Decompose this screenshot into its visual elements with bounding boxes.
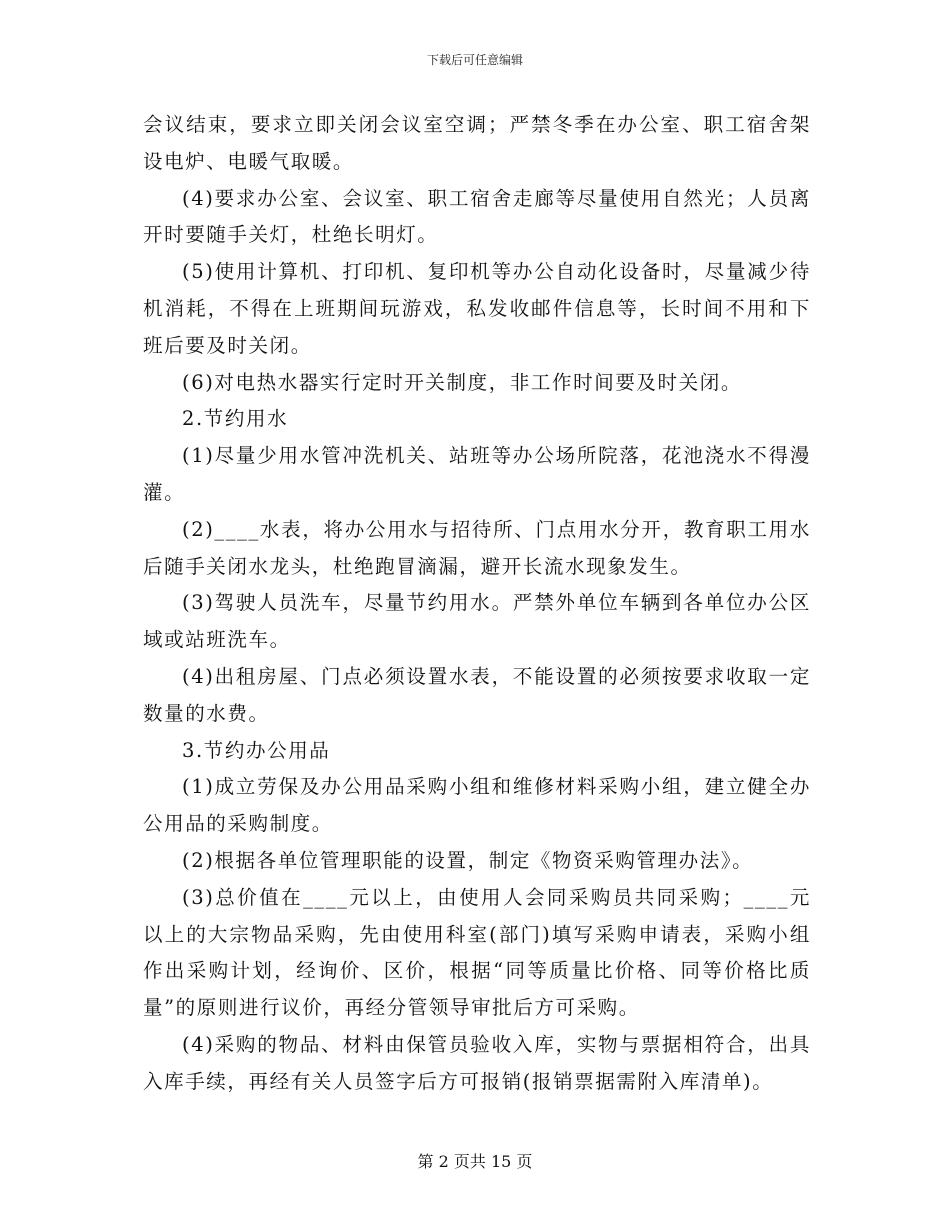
paragraph-water-item-4: (4)出租房屋、门点必须设置水表，不能设置的必须按要求收取一定数量的水费。	[143, 664, 811, 725]
paragraph-item-5-office-equipment: (5)使用计算机、打印机、复印机等办公自动化设备时，尽量减少待机消耗，不得在上班期间玩游戏，私发收邮件信息等，长时间不用和下班后要及时关闭。	[143, 260, 811, 357]
paragraph-item-6-water-heater: (6)对电热水器实行定时开关制度，非工作时间要及时关闭。	[182, 370, 742, 394]
paragraph-water-item-3: (3)驾驶人员洗车，尽量节约用水。严禁外单位车辆到各单位办公区域或站班洗车。	[143, 591, 811, 652]
paragraph-water-item-2: (2)____水表，将办公用水与招待所、门点用水分开，教育职工用水后随手关闭水龙头，杜绝跑冒滴漏，避开长流水现象发生。	[143, 517, 811, 578]
paragraph-continuation: 会议结束，要求立即关闭会议室空调；严禁冬季在办公室、职工宿舍架设电炉、电暖气取暖。	[143, 113, 811, 173]
paragraph-supplies-item-4: (4)采购的物品、材料由保管员验收入库，实物与票据相符合，出具入库手续，再经有关人员签字后方可报销(报销票据需附入库清单)。	[143, 1032, 811, 1093]
section-heading-save-office-supplies: 3.节约办公用品	[182, 738, 331, 762]
paragraph-supplies-item-2: (2)根据各单位管理职能的设置，制定《物资采购管理办法》。	[182, 848, 754, 872]
paragraph-supplies-item-3: (3)总价值在____元以上，由使用人会同采购员共同采购；____元以上的大宗物品采购，先由使用科室(部门)填写采购申请表，采购小组作出采购计划，经询价、区价，根据“同等质量比价格、同等价格比质量”的原则进行议价，再经分管领导审批后方可采购。	[143, 885, 811, 1020]
document-body	[143, 107, 811, 1101]
paragraph-supplies-item-1: (1)成立劳保及办公用品采购小组和维修材料采购小组，建立健全办公用品的采购制度。	[143, 775, 811, 836]
page-header-note: 下载后可任意编辑	[426, 53, 523, 67]
paragraph-water-item-1: (1)尽量少用水管冲洗机关、站班等办公场所院落，花池浇水不得漫灌。	[143, 444, 811, 504]
page-number-footer: 第 2 页共 15 页	[417, 1152, 533, 1171]
paragraph-item-4-lighting: (4)要求办公室、会议室、职工宿舍走廊等尽量使用自然光；人员离开时要随手关灯，杜绝长明灯。	[143, 186, 811, 247]
section-heading-save-water: 2.节约用水	[182, 407, 289, 431]
